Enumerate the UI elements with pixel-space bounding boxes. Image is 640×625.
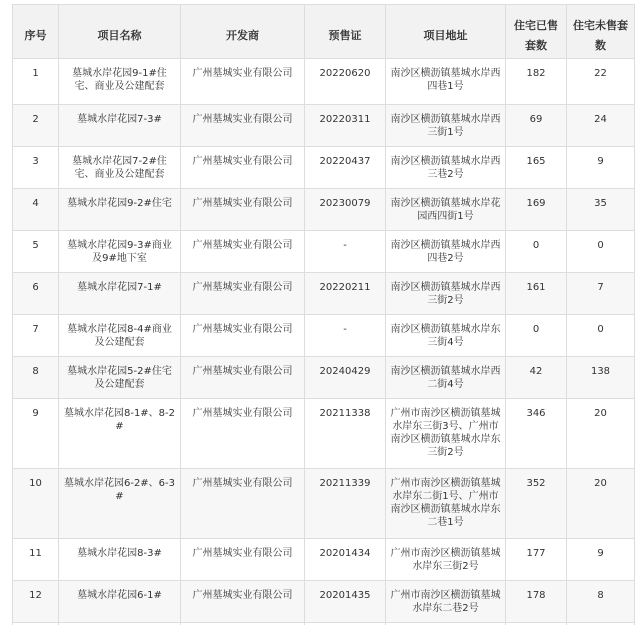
cell-no: 7 [13,315,59,357]
cell-sold: 177 [506,539,567,581]
cell-developer: 广州墓城实业有限公司 [181,399,305,469]
cell-project-name: 墓城水岸花园9-1#住宅、商业及公建配套 [59,59,181,105]
cell-address: 广州市南沙区横沥镇墓城水岸东三街2号 [386,539,506,581]
header-permit: 预售证 [305,5,386,59]
cell-unsold: 7 [567,273,635,315]
header-no: 序号 [13,5,59,59]
cell-permit: 20240429 [305,357,386,399]
cell-permit: 20201435 [305,581,386,623]
cell-developer: 广州墓城实业有限公司 [181,189,305,231]
cell-unsold: 22 [567,59,635,105]
cell-no: 9 [13,399,59,469]
cell-sold: 0 [506,231,567,273]
cell-unsold: 8 [567,581,635,623]
cell-unsold: 20 [567,469,635,539]
cell-developer: 广州墓城实业有限公司 [181,231,305,273]
cell-address: 广州市南沙区横沥镇墓城水岸东二巷2号 [386,581,506,623]
cell-project-name: 墓城水岸花园7-3# [59,105,181,147]
header-address: 项目地址 [386,5,506,59]
cell-project-name: 墓城水岸花园9-3#商业及9#地下室 [59,231,181,273]
cell-sold: 42 [506,357,567,399]
cell-developer: 广州墓城实业有限公司 [181,581,305,623]
cell-project-name: 墓城水岸花园5-2#住宅及公建配套 [59,357,181,399]
cell-developer: 广州墓城实业有限公司 [181,147,305,189]
cell-permit: - [305,315,386,357]
table-row [13,399,635,469]
project-table [12,4,635,625]
cell-sold: 165 [506,147,567,189]
cell-developer: 广州墓城实业有限公司 [181,273,305,315]
cell-project-name: 墓城水岸花园7-2#住宅、商业及公建配套 [59,147,181,189]
cell-unsold: 138 [567,357,635,399]
cell-permit: 20220437 [305,147,386,189]
cell-address: 南沙区横沥镇墓城水岸西二街4号 [386,357,506,399]
cell-unsold: 0 [567,231,635,273]
table-row [13,273,635,315]
cell-address: 广州市南沙区横沥镇墓城水岸东二街1号、广州市南沙区横沥镇墓城水岸东二巷1号 [386,469,506,539]
cell-no: 5 [13,231,59,273]
cell-address: 南沙区横沥镇墓城水岸西三街2号 [386,273,506,315]
cell-no: 6 [13,273,59,315]
header-developer: 开发商 [181,5,305,59]
cell-no: 3 [13,147,59,189]
table-row [13,147,635,189]
cell-no: 4 [13,189,59,231]
cell-sold: 178 [506,581,567,623]
cell-no: 2 [13,105,59,147]
cell-address: 广州市南沙区横沥镇墓城水岸东三街3号、广州市南沙区横沥镇墓城水岸东三街2号 [386,399,506,469]
cell-unsold: 9 [567,147,635,189]
header-unsold: 住宅未售套数 [567,5,635,59]
cell-unsold: 20 [567,399,635,469]
cell-permit: 20220211 [305,273,386,315]
cell-address: 南沙区横沥镇墓城水岸西四巷2号 [386,231,506,273]
cell-permit: 20220620 [305,59,386,105]
cell-developer: 广州墓城实业有限公司 [181,357,305,399]
cell-sold: 169 [506,189,567,231]
table-row [13,315,635,357]
cell-project-name: 墓城水岸花园6-1# [59,581,181,623]
table-row [13,231,635,273]
cell-unsold: 0 [567,315,635,357]
cell-developer: 广州墓城实业有限公司 [181,315,305,357]
cell-permit: 20201434 [305,539,386,581]
table-header-row [13,5,635,59]
table-row [13,539,635,581]
cell-no: 8 [13,357,59,399]
cell-no: 11 [13,539,59,581]
table-row [13,581,635,623]
cell-unsold: 9 [567,539,635,581]
cell-developer: 广州墓城实业有限公司 [181,469,305,539]
cell-permit: 20230079 [305,189,386,231]
cell-developer: 广州墓城实业有限公司 [181,59,305,105]
cell-project-name: 墓城水岸花园8-1#、8-2# [59,399,181,469]
cell-unsold: 24 [567,105,635,147]
cell-address: 南沙区横沥镇墓城水岸西三巷2号 [386,147,506,189]
cell-address: 南沙区横沥镇墓城水岸西三街1号 [386,105,506,147]
table-row [13,357,635,399]
cell-sold: 352 [506,469,567,539]
cell-developer: 广州墓城实业有限公司 [181,105,305,147]
cell-developer: 广州墓城实业有限公司 [181,539,305,581]
cell-project-name: 墓城水岸花园7-1# [59,273,181,315]
header-project-name: 项目名称 [59,5,181,59]
cell-permit: 20220311 [305,105,386,147]
cell-project-name: 墓城水岸花园8-4#商业及公建配套 [59,315,181,357]
table-row [13,105,635,147]
header-sold: 住宅已售套数 [506,5,567,59]
cell-sold: 69 [506,105,567,147]
table-row [13,189,635,231]
cell-project-name: 墓城水岸花园9-2#住宅 [59,189,181,231]
cell-address: 南沙区横沥镇墓城水岸花园西四街1号 [386,189,506,231]
cell-sold: 182 [506,59,567,105]
cell-address: 南沙区横沥镇墓城水岸东三街4号 [386,315,506,357]
cell-sold: 161 [506,273,567,315]
cell-address: 南沙区横沥镇墓城水岸西四巷1号 [386,59,506,105]
cell-project-name: 墓城水岸花园8-3# [59,539,181,581]
cell-no: 1 [13,59,59,105]
cell-unsold: 35 [567,189,635,231]
cell-no: 12 [13,581,59,623]
cell-no: 10 [13,469,59,539]
table-row [13,59,635,105]
cell-sold: 346 [506,399,567,469]
cell-permit: 20211338 [305,399,386,469]
cell-project-name: 墓城水岸花园6-2#、6-3# [59,469,181,539]
cell-permit: 20211339 [305,469,386,539]
cell-permit: - [305,231,386,273]
table-row [13,469,635,539]
cell-sold: 0 [506,315,567,357]
